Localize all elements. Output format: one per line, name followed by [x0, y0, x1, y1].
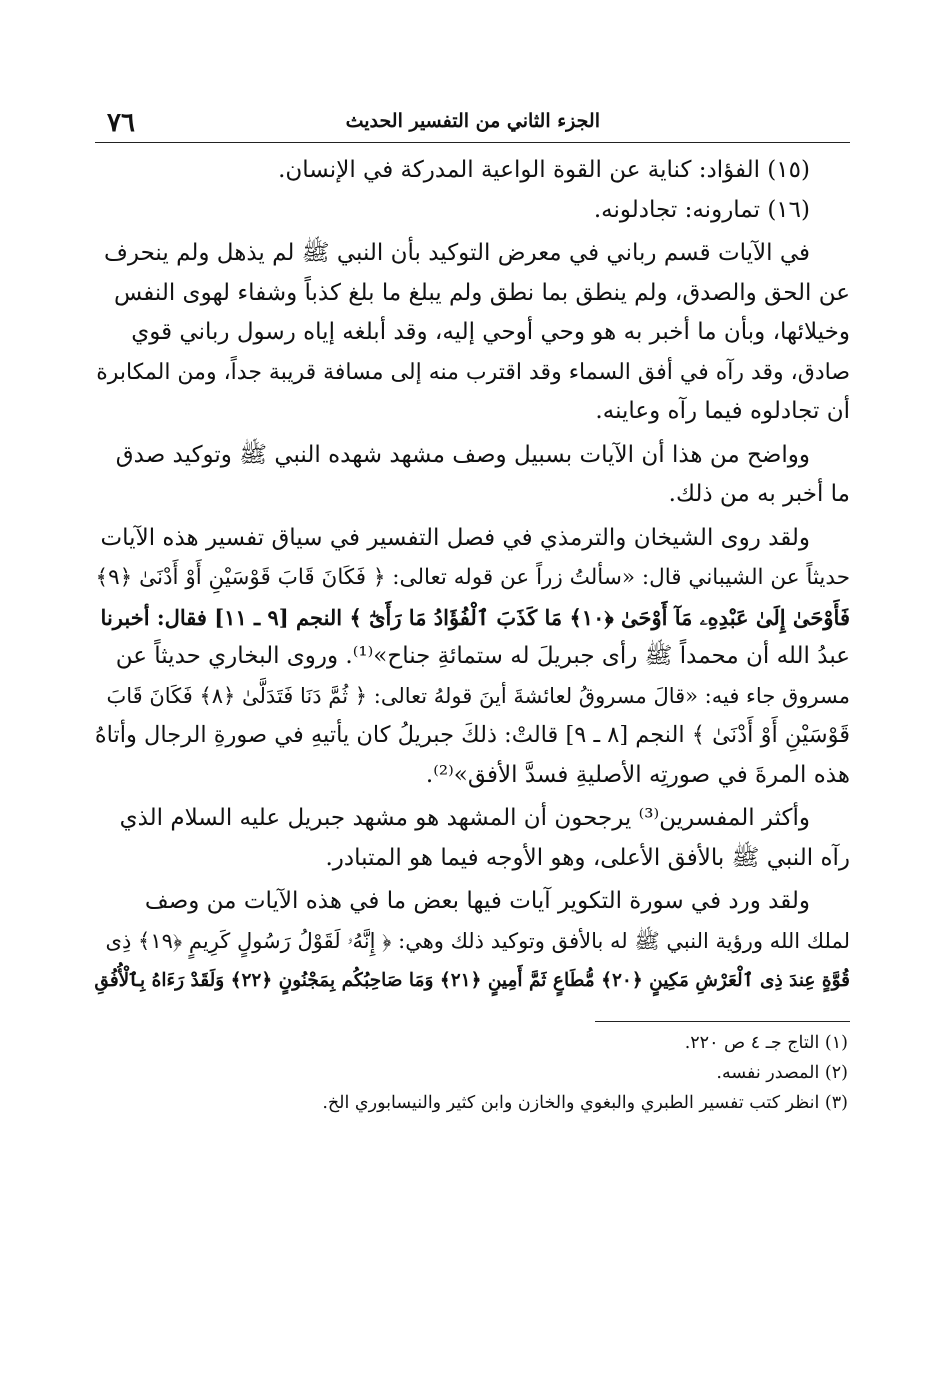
footnote: (٣) انظر كتب تفسير الطبري والبغوي والخازن وابن كثير والنيسابوري الخ. — [322, 1092, 848, 1113]
quran-line: قُوَّةٍ عِندَ ذِى ٱلْعَرْشِ مَكِينٍ ﴿٢٠﴾ مُّطَاعٍ ثَمَّ أَمِينٍ ﴿٢١﴾ وَمَا صَاحِبُكُم بِمَجْنُونٍ ﴿٢٢﴾ وَلَقَدْ رَءَاهُ بِٱلْأُفُقِ — [94, 970, 850, 991]
text-line: (١٦) تمارونه: تجادلونه. — [593, 196, 810, 223]
text-line: حديثاً عن الشيباني قال: «سألتُ زراً عن قوله تعالى: ﴿ فَكَانَ قَابَ قَوْسَيْنِ أَوْ أَدْنَىٰ ﴿٩﴾ — [95, 565, 850, 590]
text-line: عبدُ الله أن محمداً ﷺ رأى جبريلَ له ستمائةِ جناح»⁽¹⁾. وروى البخاري حديثاً عن — [115, 643, 850, 669]
footnote-divider — [595, 1021, 850, 1022]
text-line: (١٥) الفؤاد: كناية عن القوة الواعية المدركة في الإنسان. — [278, 157, 810, 183]
text-line: لملك الله ورؤية النبي ﷺ له بالأفق وتوكيد ذلك وهي: ﴿ إِنَّهُۥ لَقَوْلُ رَسُولٍ كَرِيمٍ ﴿١٩﴾ ذِى — [105, 928, 850, 953]
page-body — [95, 151, 850, 1001]
text-line: وواضح من هذا أن الآيات بسبيل وصف مشهد شهده النبي ﷺ وتوكيد صدق — [115, 441, 810, 468]
text-line: رآه النبي ﷺ بالأفق الأعلى، وهو الأوجه فيما هو المتبادر. — [325, 844, 850, 871]
footnotes — [95, 1028, 850, 1118]
text-line: صادق، وقد رآه في أفق السماء وقد اقترب منه إلى مسافة قريبة جداً، ومن المكابرة — [96, 359, 850, 385]
footnote: (١) التاج جـ ٤ ص ٢٢٠. — [684, 1032, 848, 1053]
page-number: ٧٦ — [107, 108, 135, 138]
quran-line: فَأَوْحَىٰ إِلَىٰ عَبْدِهِۦ مَآ أَوْحَىٰ ﴿١٠﴾ مَا كَذَبَ ٱلْفُؤَادُ مَا رَأَىٰٓ ﴾ النجم [٩ ـ ١١] فقال: أخبرنا — [100, 604, 850, 630]
text-line: ولقد روى الشيخان والترمذي في فصل التفسير في سياق تفسير هذه الآيات — [100, 524, 810, 551]
text-line: أن تجادلوه فيما رآه وعاينه. — [595, 398, 850, 424]
text-line: قَوْسَيْنِ أَوْ أَدْنَىٰ ﴾ النجم [٨ ـ ٩] قالتْ: ذلكَ جبريلُ كان يأتيهِ في صورةِ الرجال وأتاهُ — [94, 722, 850, 748]
text-line: ما أخبر به من ذلك. — [668, 481, 850, 507]
text-line: وخيلائها، وبأن ما أخبر به هو وحي أوحي إليه، وقد أبلغه إياه رسول رباني قوي — [131, 319, 850, 345]
page-header — [95, 100, 850, 143]
text-line: في الآيات قسم رباني في معرض التوكيد بأن النبي ﷺ لم يذهل ولم ينحرف — [104, 240, 810, 266]
text-line: وأكثر المفسرين⁽³⁾ يرجحون أن المشهد هو مشهد جبريل عليه السلام الذي — [119, 805, 810, 831]
text-line: عن الحق والصدق، ولم ينطق بما نطق ولم يبلغ ما بلغ كذباً وشفاء لهوى النفس — [113, 279, 850, 306]
running-title: الجزء الثاني من التفسير الحديث — [345, 110, 600, 132]
text-line: مسروق جاء فيه: «قالَ مسروقُ لعائشةَ أينَ قولهُ تعالى: ﴿ ثُمَّ دَنَا فَتَدَلَّىٰ ﴿٨﴾ فَكَانَ قَابَ — [106, 683, 850, 708]
book-page — [95, 100, 850, 1118]
text-line: ولقد ورد في سورة التكوير آيات فيها بعض ما في هذه الآيات من وصف — [144, 888, 810, 914]
footnote: (٢) المصدر نفسه. — [716, 1062, 848, 1083]
text-line: هذه المرةَ في صورتِه الأصليةِ فسدَّ الأفق»⁽²⁾. — [425, 761, 850, 788]
